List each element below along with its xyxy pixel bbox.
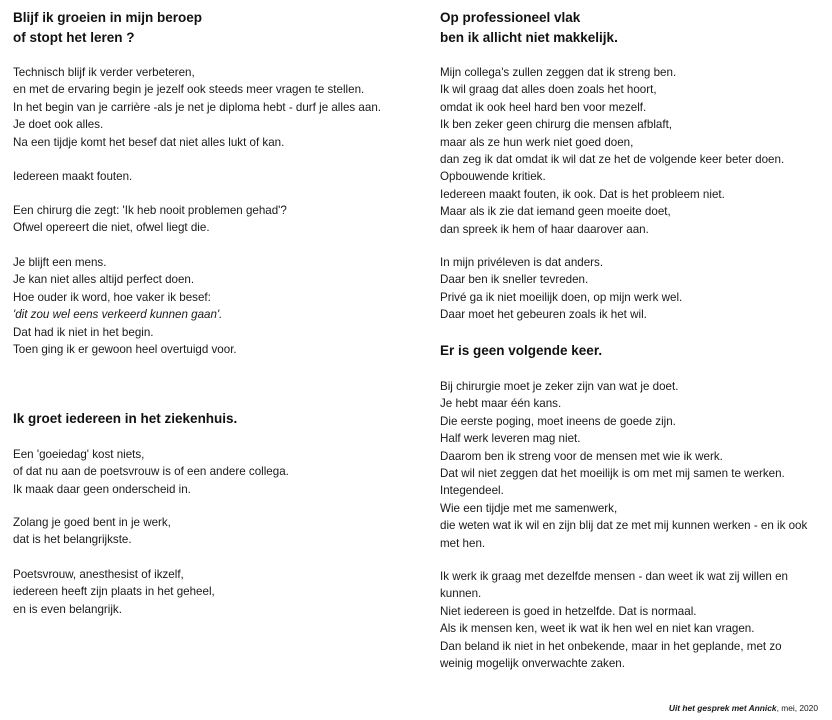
paragraph-chirurgie	[440, 378, 825, 552]
text-line: Die eerste poging, moet ineens de goede zijn.	[440, 414, 676, 428]
text-line: Ik wil graag dat alles doen zoals het hoort,	[440, 83, 657, 97]
heading-line: ben ik allicht niet makkelijk.	[440, 30, 618, 45]
text-line: Integendeel.	[440, 484, 504, 498]
heading-groet: Ik groet iedereen in het ziekenhuis.	[13, 411, 238, 426]
text-line: Toen ging ik er gewoon heel overtuigd voor.	[13, 343, 237, 357]
paragraph-mens	[13, 254, 413, 358]
text-line: Daar ben ik sneller tevreden.	[440, 273, 589, 287]
text-line: Opbouwende kritiek.	[440, 170, 546, 184]
source-footer	[669, 703, 818, 714]
heading-line: Blijf ik groeien in mijn beroep	[13, 10, 203, 25]
paragraph-chirurg	[13, 202, 413, 237]
text-line: Maar als ik zie dat iemand geen moeite doet,	[440, 205, 671, 219]
text-line: dan spreek ik hem of haar daarover aan.	[440, 222, 649, 236]
text-line: Privé ga ik niet moeilijk doen, op mijn werk wel.	[440, 290, 683, 304]
paragraph-streng	[440, 64, 825, 238]
text-line: Als ik mensen ken, weet ik wat ik hen wel en niet kan vragen.	[440, 622, 755, 636]
text-line: Iedereen maakt fouten, ik ook. Dat is het probleem niet.	[440, 187, 725, 201]
text-line: Daarom ben ik streng voor de mensen met wie ik werk.	[440, 449, 723, 463]
text-line: en is even belangrijk.	[13, 602, 122, 616]
text-line: Iedereen maakt fouten.	[13, 170, 133, 183]
text-line: Na een tijdje komt het besef dat niet alles lukt of kan.	[13, 135, 285, 149]
quote-line: 'dit zou wel eens verkeerd kunnen gaan'.	[13, 308, 223, 322]
paragraph-zolang	[13, 514, 413, 549]
text-line: Je doet ook alles.	[13, 118, 104, 132]
text-line: Dat wil niet zeggen dat het moeilijk is om met mij samen te werken.	[440, 467, 785, 481]
text-line: weinig mogelijk onverwachte zaken.	[440, 657, 625, 671]
text-line: kunnen.	[440, 587, 482, 601]
footer-date: , mei, 2020	[776, 703, 818, 713]
text-line: Je hebt maar één kans.	[440, 397, 562, 411]
text-line: Technisch blijf ik verder verbeteren,	[13, 66, 195, 79]
text-line: Een chirurg die zegt: 'Ik heb nooit problemen gehad'?	[13, 204, 287, 217]
text-line: Bij chirurgie moet je zeker zijn van wat je doet.	[440, 380, 679, 393]
heading-volgende-keer: Er is geen volgende keer.	[440, 343, 603, 358]
text-line: Ik maak daar geen onderscheid in.	[13, 482, 191, 496]
text-line: In mijn privéleven is dat anders.	[440, 256, 604, 269]
text-line: Zolang je goed bent in je werk,	[13, 516, 171, 529]
paragraph-goeiedag	[13, 446, 413, 498]
text-line: Poetsvrouw, anesthesist of ikzelf,	[13, 568, 184, 581]
text-line: Wie een tijdje met me samenwerk,	[440, 501, 618, 515]
text-line: dan zeg ik dat omdat ik wil dat ze het de volgende keer beter doen.	[440, 153, 785, 167]
text-line: Ik ben zeker geen chirurg die mensen afblaft,	[440, 118, 673, 132]
text-line: Dan beland ik niet in het onbekende, maar in het geplande, met zo	[440, 639, 782, 653]
text-line: Niet iedereen is goed in hetzelfde. Dat is normaal.	[440, 604, 697, 618]
text-line: die weten wat ik wil en zijn blij dat ze met mij kunnen werken - en ik ook	[440, 519, 808, 533]
text-line: of dat nu aan de poetsvrouw is of een andere collega.	[13, 465, 289, 479]
text-line: Ik werk ik graag met dezelfde mensen - dan weet ik wat zij willen en	[440, 570, 788, 583]
paragraph-dezelfde-mensen	[440, 568, 825, 672]
paragraph-technisch	[13, 64, 413, 151]
paragraph-priveleven	[440, 254, 825, 324]
heading-professioneel	[440, 8, 825, 48]
text-line: maar als ze hun werk niet goed doen,	[440, 135, 634, 149]
text-line: dat is het belangrijkste.	[13, 533, 132, 547]
text-line: Dat had ik niet in het begin.	[13, 325, 154, 339]
text-line: en met de ervaring begin je jezelf ook steeds meer vragen te stellen.	[13, 83, 365, 97]
text-line: Ofwel opereert die niet, ofwel liegt die.	[13, 221, 210, 235]
heading-line: of stopt het leren ?	[13, 30, 135, 45]
heading-groeien	[13, 8, 413, 48]
text-line: omdat ik ook heel hard ben voor mezelf.	[440, 100, 647, 114]
heading-line: Op professioneel vlak	[440, 10, 581, 25]
paragraph-poetsvrouw	[13, 566, 413, 618]
text-line: Hoe ouder ik word, hoe vaker ik besef:	[13, 290, 211, 304]
text-line: In het begin van je carrière -als je net je diploma hebt - durf je alles aan.	[13, 100, 381, 114]
text-line: Een 'goeiedag' kost niets,	[13, 448, 145, 461]
footer-source: Uit het gesprek met Annick	[668, 703, 777, 713]
text-line: Daar moet het gebeuren zoals ik het wil.	[440, 308, 647, 322]
text-line: iedereen heeft zijn plaats in het geheel,	[13, 585, 215, 599]
paragraph-fouten	[13, 168, 413, 185]
text-line: Je kan niet alles altijd perfect doen.	[13, 273, 195, 287]
text-line: Je blijft een mens.	[13, 256, 107, 269]
text-line: Mijn collega's zullen zeggen dat ik streng ben.	[440, 66, 677, 79]
text-line: met hen.	[440, 536, 486, 550]
text-line: Half werk leveren mag niet.	[440, 432, 581, 446]
